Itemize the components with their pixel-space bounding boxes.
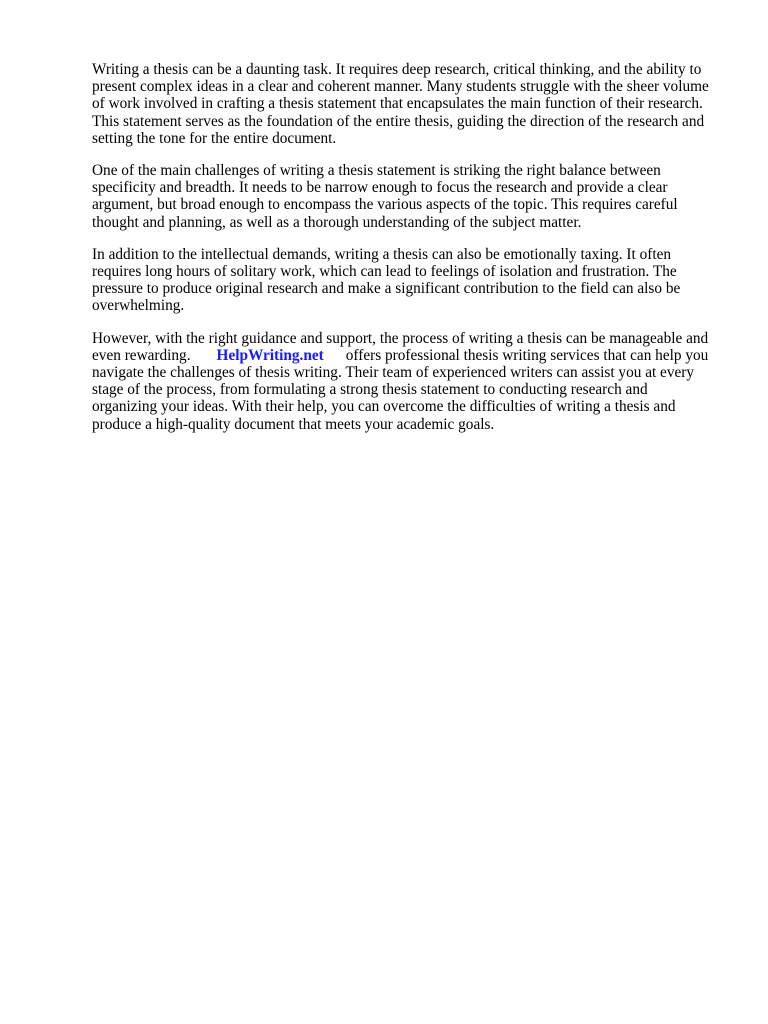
text-line: argument, but broad enough to encompass the various aspects of the topic. This requires careful [92,196,678,214]
text-line: One of the main challenges of writing a thesis statement is striking the right balance between [92,162,661,180]
text-line: setting the tone for the entire document. [92,129,337,147]
paragraph-challenges [92,162,732,231]
helpwriting-link[interactable]: HelpWriting.net [216,346,324,364]
text-segment: offers professional thesis writing services that can help you [345,346,709,364]
paragraph-intro [92,61,732,147]
text-line: navigate the challenges of thesis writing. Their team of experienced writers can assist you at every [92,364,695,382]
text-line: pressure to produce original research and make a significant contribution to the field can also be [92,280,681,298]
text-line-with-link [92,347,732,364]
text-line: specificity and breadth. It needs to be narrow enough to focus the research and provide a clear [92,179,668,197]
text-line: stage of the process, from formulating a strong thesis statement to conducting research and [92,381,648,399]
text-line: overwhelming. [92,297,185,315]
text-line: Writing a thesis can be a daunting task. It requires deep research, critical thinking, and the ability to [92,61,702,78]
text-line: However, with the right guidance and support, the process of writing a thesis can be manageable and [92,329,709,347]
text-line: This statement serves as the foundation of the entire thesis, guiding the direction of the research and [92,112,705,130]
text-line: organizing your ideas. With their help, you can overcome the difficulties of writing a thesis and [92,398,676,416]
text-line: requires long hours of solitary work, which can lead to feelings of isolation and frustration. The [92,263,677,281]
text-line: of work involved in crafting a thesis statement that encapsulates the main function of their research. [92,95,703,113]
text-line: produce a high-quality document that meets your academic goals. [92,415,495,433]
text-line: present complex ideas in a clear and coherent manner. Many students struggle with the sheer volume [92,78,709,96]
text-line: thought and planning, as well as a thorough understanding of the subject matter. [92,213,582,231]
paragraph-guidance [92,330,732,433]
text-line: In addition to the intellectual demands, writing a thesis can also be emotionally taxing. It often [92,245,672,263]
text-segment: even rewarding. [92,346,191,364]
document-body [92,61,732,448]
paragraph-emotional-demands [92,246,732,315]
